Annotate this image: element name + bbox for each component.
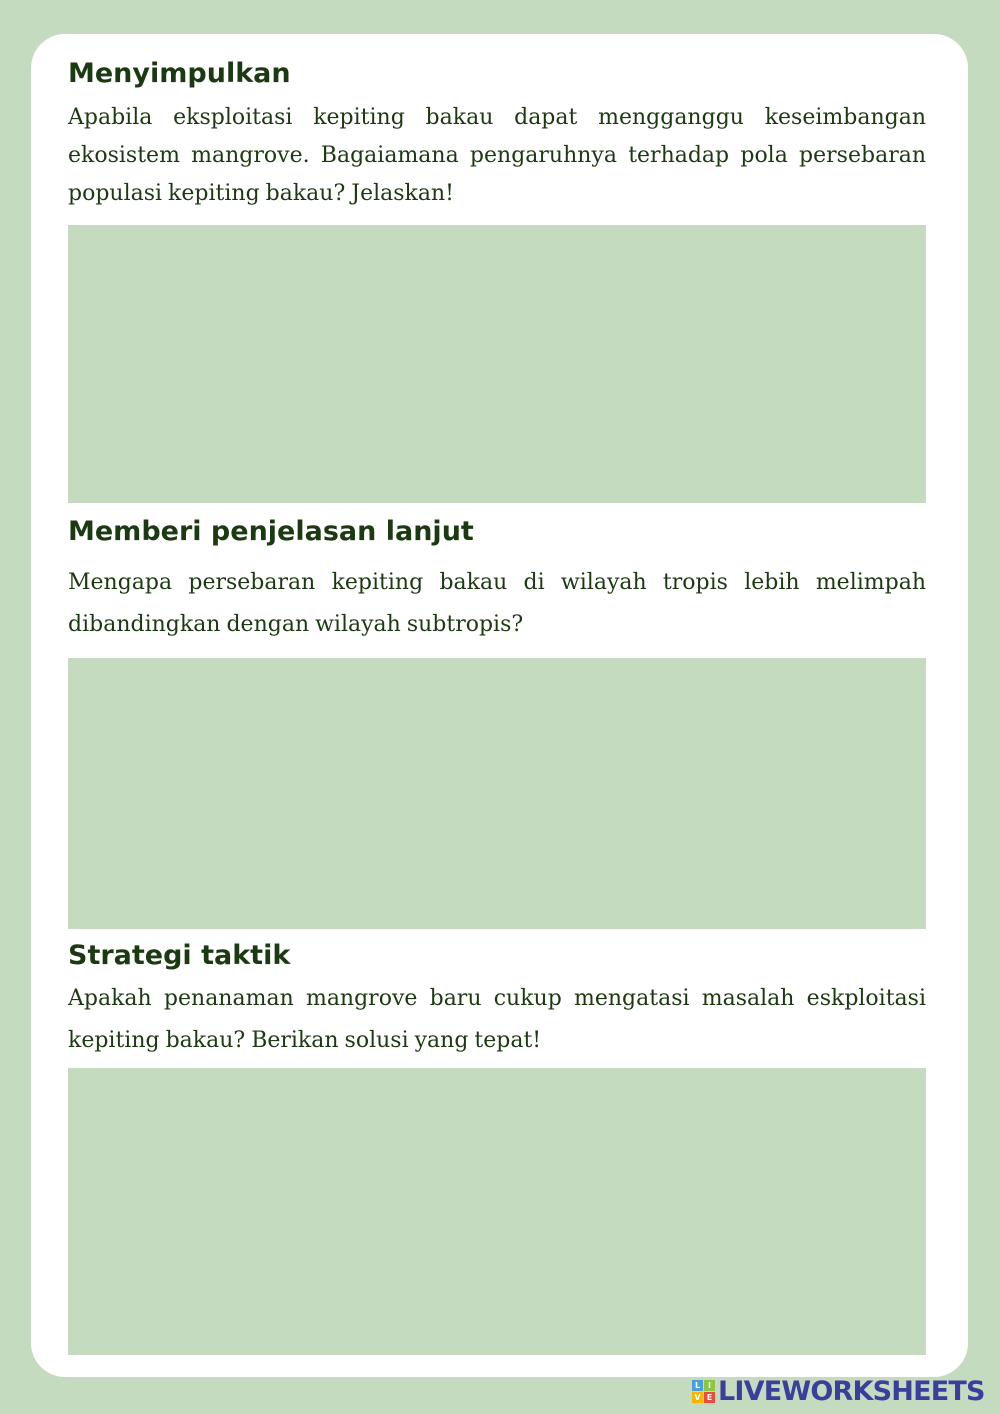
logo-letter-i: I xyxy=(704,1380,715,1391)
logo-letter-e: E xyxy=(704,1392,715,1403)
section-heading-menyimpulkan: Menyimpulkan xyxy=(68,58,291,89)
question-memberi-penjelasan-lanjut: Mengapa persebaran kepiting bakau di wilayah tropis lebih melimpah dibandingkan dengan wilayah subtropis? xyxy=(68,570,926,637)
question-menyimpulkan: Apabila eksploitasi kepiting bakau dapat mengganggu keseimbangan ekosistem mangrove. Bagaiamana pengaruhnya terhadap pola persebaran populasi kepiting bakau? Jelaskan! xyxy=(68,105,926,206)
liveworksheets-wordmark: LIVEWORKSHEETS xyxy=(718,1375,985,1407)
liveworksheets-icon xyxy=(692,1380,715,1403)
answer-box-strategi-taktik[interactable] xyxy=(68,1068,926,1355)
logo-letter-l: L xyxy=(692,1380,703,1391)
section-heading-memberi-penjelasan-lanjut: Memberi penjelasan lanjut xyxy=(68,516,474,547)
answer-box-memberi-penjelasan-lanjut[interactable] xyxy=(68,658,926,929)
liveworksheets-logo xyxy=(692,1375,985,1407)
question-strategi-taktik: Apakah penanaman mangrove baru cukup mengatasi masalah eskploitasi kepiting bakau? Berikan solusi yang tepat! xyxy=(68,986,926,1053)
answer-box-menyimpulkan[interactable] xyxy=(68,225,926,503)
section-heading-strategi-taktik: Strategi taktik xyxy=(68,940,291,971)
logo-letter-v: V xyxy=(692,1392,703,1403)
